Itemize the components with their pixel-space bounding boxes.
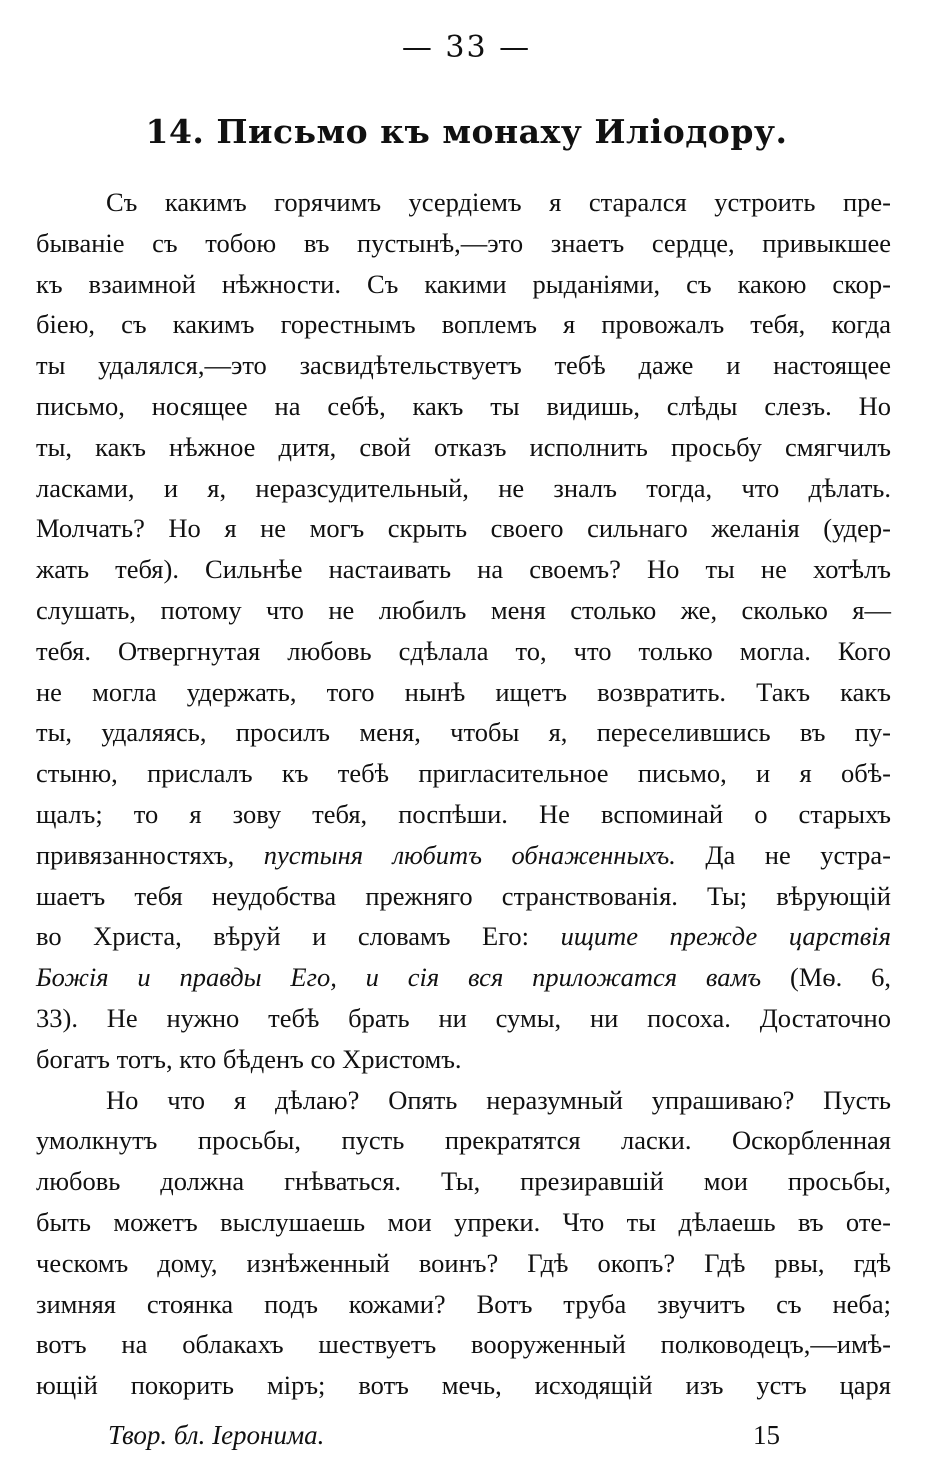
text-line: Съ какимъ горячимъ усердіемъ я старался устроить пре-	[106, 187, 891, 217]
text-segment: (Мѳ. 6,	[761, 962, 891, 993]
text-segment: во Христа, вѣруй и словамъ Его:	[36, 921, 561, 952]
text-line: бываніе съ тобою въ пустынѣ,—это знаетъ сердце, привыкшее	[36, 227, 891, 258]
text-line: ющій покорить міръ; вотъ мечь, исходящій изъ устъ царя	[36, 1370, 891, 1401]
text-line: Молчать? Но я не могъ скрыть своего сильнаго желанія (удер-	[36, 513, 891, 544]
letter-heading: 14. Письмо къ монаху Иліодору.	[145, 112, 788, 151]
text-line: не могла удержать, того нынѣ ищетъ возвратить. Такъ какъ	[36, 676, 891, 707]
text-line: вотъ на облакахъ шествуетъ вооруженный полководецъ,—имѣ-	[36, 1329, 891, 1360]
text-line: къ взаимной нѣжности. Съ какими рыданіями, съ какою скор-	[36, 268, 891, 299]
text-line: 33). Не нужно тебѣ брать ни сумы, ни посоха. Достаточно	[36, 1002, 891, 1033]
text-line: любовь должна гнѣваться. Ты, презиравшій мои просьбы,	[36, 1166, 891, 1197]
page-number: — 33 —	[401, 30, 532, 65]
text-line: ты, какъ нѣжное дитя, свой отказъ исполнить просьбу смягчилъ	[36, 431, 891, 462]
letter-body	[36, 182, 891, 1406]
italic-quote: пустыня любитъ обнаженныхъ.	[263, 839, 676, 870]
page-footer	[108, 1420, 808, 1451]
text-line: слушать, потому что не любилъ меня столько же, сколько я—	[36, 594, 891, 625]
text-line: Но что я дѣлаю? Опять неразумный упрашиваю? Пусть	[106, 1084, 891, 1115]
text-line: зимняя стоянка подъ кожами? Вотъ труба звучитъ съ неба;	[36, 1288, 891, 1319]
text-line	[36, 957, 891, 998]
text-line: умолкнутъ просьбы, пусть прекратятся ласки. Оскорбленная	[36, 1125, 891, 1156]
text-segment: привязанностяхъ,	[36, 839, 264, 870]
text-line: жать тебя). Сильнѣе настаивать на своемъ? Но ты не хотѣлъ	[36, 554, 891, 585]
text-line: тебя. Отвергнутая любовь сдѣлала то, что только могла. Кого	[36, 635, 891, 666]
text-line: богатъ тотъ, кто бѣденъ со Христомъ.	[36, 1043, 462, 1074]
text-line: стыню, прислалъ къ тебѣ пригласительное письмо, и я обѣ-	[36, 758, 891, 789]
text-line	[36, 835, 891, 876]
signature-title: Твор. бл. Іеронима.	[108, 1420, 325, 1450]
text-line: ласками, и я, неразсудительный, не зналъ тогда, что дѣлать.	[36, 472, 891, 503]
text-line: ты, удаляясь, просилъ меня, чтобы я, переселившись въ пу-	[36, 717, 891, 748]
text-line: ты удалялся,—это засвидѣтельствуетъ тебѣ даже и настоящее	[36, 350, 891, 381]
text-segment: Да не устра-	[675, 839, 891, 870]
text-line: письмо, носящее на себѣ, какъ ты видишь, слѣды слезъ. Но	[36, 390, 891, 421]
text-line: ческомъ дому, изнѣженный воинъ? Гдѣ окопъ? Гдѣ рвы, гдѣ	[36, 1247, 891, 1278]
text-line: щалъ; то я зову тебя, поспѣши. Не вспоминай о старыхъ	[36, 798, 891, 829]
signature-number: 15	[753, 1420, 780, 1450]
text-line: шаетъ тебя неудобства прежняго странствованія. Ты; вѣрующій	[36, 880, 891, 911]
text-line	[36, 916, 891, 957]
italic-quote: ищите прежде царствія	[560, 921, 891, 952]
text-line: быть можетъ выслушаешь мои упреки. Что ты дѣлаешь въ оте-	[36, 1206, 891, 1237]
italic-quote: Божія и правды Его, и сія вся приложатся вамъ	[36, 962, 762, 993]
text-line: біею, съ какимъ горестнымъ воплемъ я провожалъ тебя, когда	[36, 309, 891, 340]
